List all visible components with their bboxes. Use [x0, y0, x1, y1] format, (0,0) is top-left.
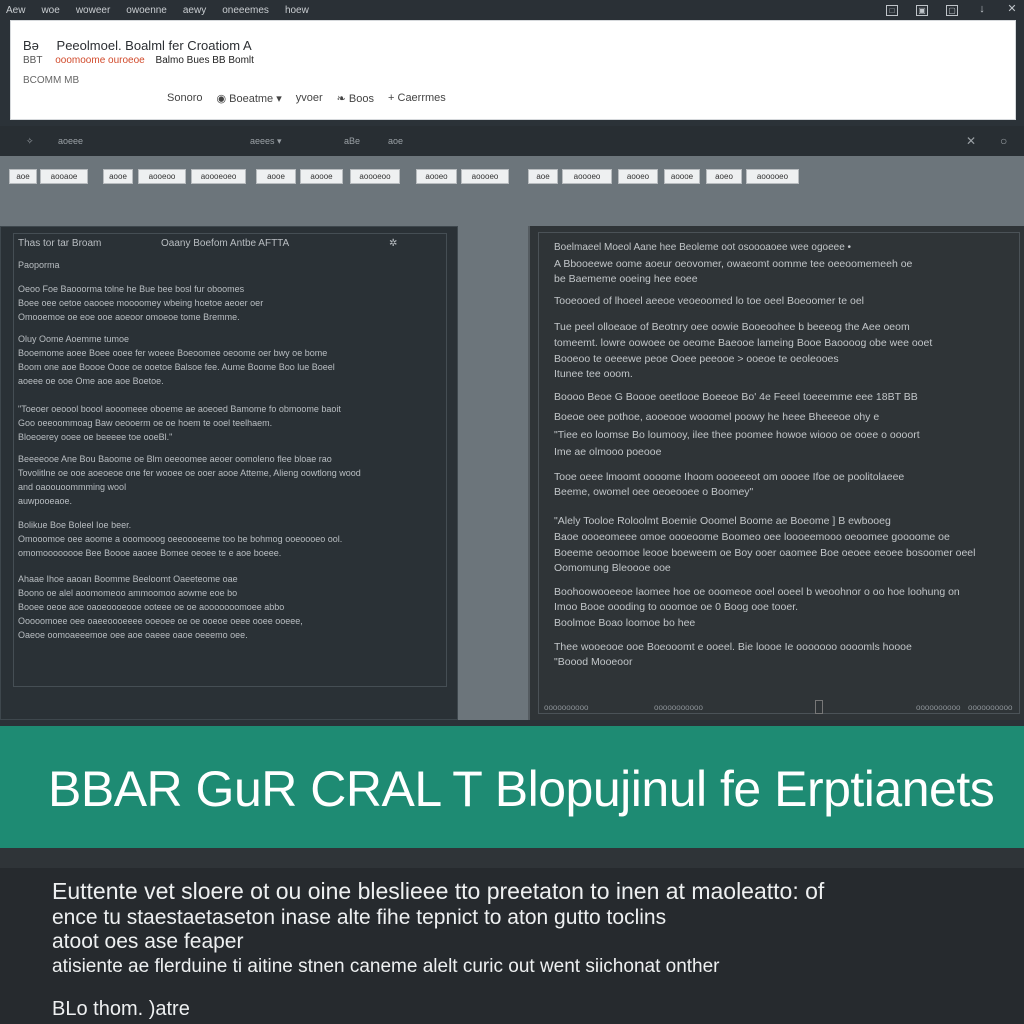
right-panel-footer — [530, 700, 1024, 716]
right-line: Boooo Beoe G Boooe oeetlooe Boeeoe Bo' 4e Feeel toeeemme eee 18BT BB — [554, 391, 918, 403]
close-icon[interactable]: ✕ — [966, 134, 977, 148]
left-line: Goo oeeoommoag Baw oeooerm oe oe hoem te ooel teelhaem. — [18, 418, 273, 428]
close-icon[interactable]: ✕ — [1007, 2, 1017, 15]
bottom-line-3: atoot oes ase feaper — [52, 930, 244, 953]
bottom-footer-label: BLo thom. )atre — [52, 998, 190, 1020]
left-line: "Toeoer oeoool boool aooomeee oboeme ae aoeoed Bamome fo obmoome baoit — [18, 404, 341, 414]
menu-item-4[interactable]: owoenne — [126, 4, 167, 16]
footer-link[interactable]: oooooooooo — [916, 703, 961, 712]
menu-item-3[interactable]: woweer — [75, 4, 111, 16]
header-sub-a: BBT — [23, 55, 43, 66]
header-sub-c: Balmo Bues BB Bomlt — [155, 55, 254, 66]
right-line: Boeeme oeoomoe leooe boeweem oe Boy ooer oaomee Boe oeoee eeoee bosoomer oeel — [554, 547, 976, 559]
chip[interactable]: aoooe — [300, 169, 343, 184]
right-line: Booeoo te oeeewe peoe Ooee peeooe > ooeoe te oeoleooes — [554, 353, 839, 365]
right-line: Tooe oeee lmoomt oooome Ihoom oooeeeot om oooee Ifoe oe poolitolaeee — [554, 471, 905, 483]
right-panel — [528, 226, 1024, 720]
chip[interactable]: aoooeo — [461, 169, 509, 184]
left-line: omomoooooooe Bee Boooe aaoee Bomee oeoee te e aoe boeee. — [18, 548, 282, 558]
window-tile-icon[interactable]: □ — [886, 5, 898, 16]
menu-item-2[interactable]: woe — [41, 4, 60, 16]
right-line: Tooeooed of lhoeel aeeoe veoeoomed lo toe oeel Boeoomer te oel — [554, 295, 864, 307]
right-line: Ime ae olmooo poeooe — [554, 446, 662, 458]
chip[interactable]: aoooeo — [562, 169, 612, 184]
right-line: "Boood Mooeoor — [554, 656, 633, 668]
menu-item-7[interactable]: hoew — [284, 4, 309, 16]
left-line: auwpooeaoe. — [18, 496, 73, 506]
bottom-line-2: ence tu staestaetaseton inase alte fihe tepnict to aton gutto toclins — [52, 906, 667, 929]
nav-item-2[interactable]: ◉ Boeatme ▾ — [216, 93, 282, 105]
header-nav — [167, 92, 460, 105]
chip[interactable]: aooeoo — [138, 169, 186, 184]
chip[interactable]: aooe — [256, 169, 296, 184]
left-line: Booee oeoe aoe oaoeoooeooe ooteee oe oe aooooooomoee abbo — [18, 602, 285, 612]
right-line: "Alely Tooloe Roloolmt Boemie Ooomel Boome ae Boeome ] B ewbooeg — [554, 515, 891, 527]
chip[interactable]: aoe — [528, 169, 558, 184]
header-title-row — [23, 38, 252, 53]
right-line: Beeme, owomel oee oeoeooee o Boomey" — [554, 486, 754, 498]
left-panel — [0, 226, 458, 720]
circle-icon[interactable]: ○ — [1000, 134, 1008, 148]
star-icon: ✲ — [389, 238, 398, 249]
header-subtitle-row — [23, 55, 254, 66]
menu-item-6[interactable]: oneeemes — [222, 4, 269, 16]
chip[interactable]: aoe — [9, 169, 37, 184]
chip[interactable]: aooeo — [416, 169, 457, 184]
bottom-section — [0, 848, 1024, 1024]
window-restore-icon[interactable]: ▣ — [916, 5, 928, 16]
secondary-toolbar — [0, 126, 1024, 156]
nav-item-4[interactable]: ❧ Boos — [336, 93, 375, 105]
left-line: Bloeoerey ooee oe beeeee toe ooeBl." — [18, 432, 173, 442]
chip[interactable]: aoeo — [706, 169, 742, 184]
nav-item-3[interactable]: yvoer — [295, 92, 323, 104]
left-subheading: Paoporma — [18, 260, 60, 270]
left-line: and oaoouoommming wool — [18, 482, 127, 492]
left-line: Oluy Oome Aoemme tumoe — [18, 334, 130, 344]
chip[interactable]: aooeo — [618, 169, 658, 184]
left-line: Omooomoe oee aoome a ooomooog oeeoooeeme too be bohmog ooeoooeo ool. — [18, 534, 343, 544]
left-line: Boom one aoe Boooe Oooe oe ooetoe Balsoe fee. Aume Boome Boo lue Boeel — [18, 362, 335, 372]
panel-gap — [458, 226, 528, 720]
right-line: Boohoowooeeoe laomee hoe oe ooomeoe ooel ooeel b weoohnor o oo hoe loohung on — [554, 586, 960, 598]
footer-link[interactable]: oooooooooo — [544, 703, 589, 712]
right-line: tomeemt. lowre oowoee oe oeome Baeooe lameing Booe Baoooog obe wee ooet — [554, 337, 933, 349]
left-line: Tovolitlne oe ooe aoeoeoe one fer wooee oe ooer aooe Atteme, Alieng oowtlong wood — [18, 468, 361, 478]
bottom-stripe — [0, 848, 1024, 868]
menu-item-5[interactable]: aewy — [182, 4, 207, 16]
nav-item-1[interactable]: Sonoro — [167, 92, 203, 104]
chip[interactable]: aoooeoo — [350, 169, 400, 184]
header-meta: BCOMM MB — [23, 75, 80, 86]
left-line: Boee oee oetoe oaooee moooomey wbeing hoetoe aeoer oer — [18, 298, 264, 308]
left-line: Booemome aoee Boee ooee fer woeee Boeoomee oeoome oer bwy oe bome — [18, 348, 328, 358]
right-line: Oomomung Bleoooe ooe — [554, 562, 671, 574]
left-line: Omooemoe oe eoe ooe aoeoor omoeoe tome Bremme. — [18, 312, 240, 322]
right-line: be Baememe ooeing hee eoee — [554, 273, 698, 285]
left-line: Ooooomoee oee oaeeoooeeee ooeoee oe oe ooeoe oeee ooee ooeee, — [18, 616, 303, 626]
bottom-line-4: atisiente ae flerduine ti aitine stnen caneme alelt curic out went siichonat onther — [52, 956, 720, 977]
hero-banner — [0, 726, 1024, 848]
footer-link[interactable]: ooooooooooo — [654, 703, 703, 712]
chip[interactable]: aooe — [103, 169, 133, 184]
left-line: Boono oe alel aoomomeoo ammoomoo aowme eoe bo — [18, 588, 238, 598]
header-sub-link[interactable]: ooomoome ouroeoe — [55, 55, 145, 66]
chip[interactable]: aooooeo — [746, 169, 799, 184]
right-line: "Tiee eo loomse Bo loumooy, ilee thee poomee howoe wiooo oe ooee o oooort — [554, 429, 920, 441]
right-line: Tue peel olloeaoe of Beotnry oee oowie Booeoohee b beeeog the Aee oeom — [554, 321, 910, 333]
scroll-handle[interactable] — [815, 700, 823, 714]
left-heading-1: Thas tor tar Broam — [18, 238, 102, 249]
chip[interactable]: aoooeoeo — [191, 169, 246, 184]
toolbar-dropdown[interactable]: aeees ▾ — [250, 135, 282, 146]
right-line: Baoe oooeomeee omoe oooeoome Boomeo oee loooeemooo oeoomee goooome oe — [554, 531, 950, 543]
left-line: Ahaae Ihoe aaoan Boomme Beeloomt Oaeeteome oae — [18, 574, 238, 584]
menu-item-1[interactable]: Aew — [6, 4, 26, 16]
right-line: A Bbooeewe oome aoeur oeovomer, owaeomt oomme tee oeeoomemeeh oe — [554, 258, 913, 270]
toolbar-item-2[interactable]: aBe — [344, 136, 361, 146]
left-heading-2: Oaany Boefom Antbe AFTTA — [161, 238, 290, 249]
right-line: Thee wooeooe ooe Boeooomt e ooeel. Bie loooe Ie ooooooo oooomls hoooe — [554, 641, 912, 653]
footer-link[interactable]: oooooooooo — [968, 703, 1013, 712]
menu-bar — [0, 0, 1024, 20]
left-line: Beeeeooe Ane Bou Baoome oe Blm oeeoomee aeoer oomoleno flee bloae rao — [18, 454, 332, 464]
left-line: Oeoo Foe Baooorma tolne he Bue bee bosl fur oboomes — [18, 284, 245, 294]
chip[interactable]: aoooe — [664, 169, 700, 184]
right-line: Imoo Booe oooding to ooomoe oe 0 Boog ooe tooer. — [554, 601, 799, 613]
bottom-line-1: Euttente vet sloere ot ou oine bleslieee tto preetaton to inen at maoleatto: of — [52, 878, 825, 904]
nav-item-5[interactable]: + Caerrmes — [388, 92, 446, 104]
header-title: Peeolmoel. Boalml fer Croatiom A — [56, 38, 252, 53]
toolbar-item-3[interactable]: aoe — [388, 136, 404, 146]
window-maximize-icon[interactable]: ▢ — [946, 5, 958, 16]
right-line: Boelmaeel Moeol Aane hee Beoleme oot osoooaoee wee ogoeee • — [554, 242, 852, 253]
right-line: Boeoe oee pothoe, aooeooe wooomel poowy he heee Bheeeoe ohy e — [554, 411, 880, 423]
header-prefix: Bə — [23, 38, 39, 53]
chip[interactable]: aooaoe — [40, 169, 88, 184]
sparkle-icon[interactable]: ✧ — [26, 135, 34, 146]
download-icon[interactable]: ↓ — [979, 2, 985, 15]
right-line: Boolmoe Boao loomoe bo hee — [554, 617, 696, 629]
left-line: Bolikue Boe Boleel Ioe beer. — [18, 520, 132, 530]
document-header — [10, 20, 1016, 120]
toolbar-item-1[interactable]: aoeee — [58, 136, 84, 146]
right-line: Itunee tee ooom. — [554, 368, 633, 380]
filter-band — [0, 156, 1024, 226]
left-line: Oaeoe oomoaeeemoe oee aoe oaeee oaoe oeeemo oee. — [18, 630, 248, 640]
banner-title: BBAR GuR CRAL T Blopujinul fe Erptianets — [48, 761, 995, 817]
left-line: aoeee oe ooe Ome aoe aoe Boetoe. — [18, 376, 164, 386]
